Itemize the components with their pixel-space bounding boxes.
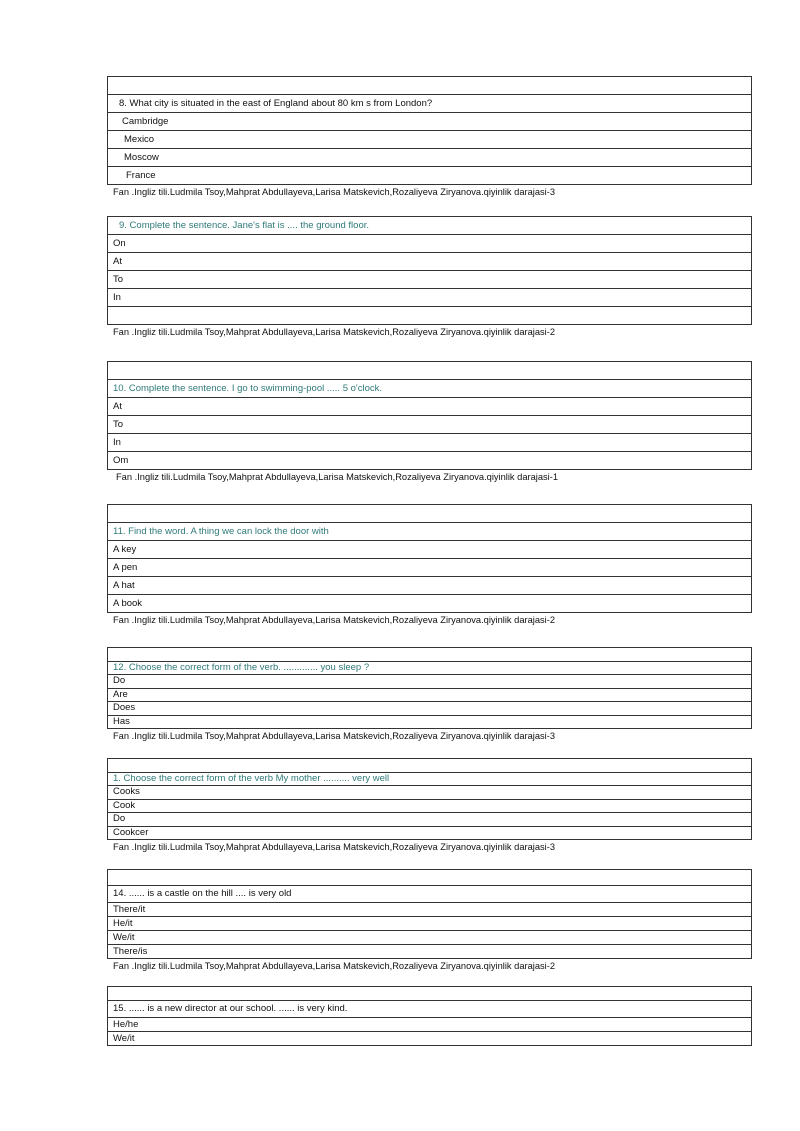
question-footer [107, 730, 752, 742]
answer-option[interactable]: In [108, 434, 752, 452]
difficulty-level: 3 [549, 842, 555, 852]
footer-text: Fan .Ingliz tili.Ludmila Tsoy,Mahprat Abdullayeva,Larisa Matskevich,Rozaliyeva Ziryanova.qiyinlik darajasi- [113, 187, 550, 197]
answer-option[interactable]: Do [108, 813, 752, 827]
question-text: 12. Choose the correct form of the verb. ............. you sleep ? [108, 661, 752, 675]
question-table [107, 76, 752, 185]
answer-option[interactable]: At [108, 253, 752, 271]
question-text: 9. Complete the sentence. Jane's flat is .... the ground floor. [108, 217, 752, 235]
question-block-8 [107, 76, 752, 198]
footer-text: Fan .Ingliz tili.Ludmila Tsoy,Mahprat Abdullayeva,Larisa Matskevich,Rozaliyeva Ziryanova.qiyinlik darajasi- [113, 731, 550, 741]
difficulty-level: 2 [549, 961, 555, 971]
question-text: 14. ...... is a castle on the hill .... is very old [108, 886, 752, 903]
answer-option[interactable]: On [108, 235, 752, 253]
answer-option[interactable]: We/it [108, 931, 752, 945]
question-footer [107, 960, 752, 972]
footer-text: Fan .Ingliz tili.Ludmila Tsoy,Mahprat Abdullayeva,Larisa Matskevich,Rozaliyeva Ziryanova.qiyinlik darajasi- [113, 615, 550, 625]
question-table [107, 869, 752, 959]
answer-option[interactable]: Do [108, 675, 752, 689]
answer-option[interactable]: Cooks [108, 786, 752, 800]
answer-option[interactable]: Moscow [108, 149, 752, 167]
question-text: 8. What city is situated in the east of England about 80 km s from London? [108, 95, 752, 113]
empty-header-cell [108, 759, 752, 773]
question-footer [107, 186, 752, 198]
answer-option[interactable]: At [108, 398, 752, 416]
answer-option[interactable]: He/it [108, 917, 752, 931]
answer-option[interactable]: Mexico [108, 131, 752, 149]
question-block-13 [107, 758, 752, 853]
question-block-9 [107, 216, 752, 338]
empty-header-cell [108, 987, 752, 1001]
question-footer [107, 326, 752, 338]
answer-option[interactable]: In [108, 289, 752, 307]
question-table [107, 504, 752, 613]
answer-option[interactable]: He/he [108, 1018, 752, 1032]
question-block-14 [107, 869, 752, 972]
question-table [107, 361, 752, 470]
question-footer [107, 614, 752, 626]
answer-option[interactable]: There/it [108, 903, 752, 917]
difficulty-level: 3 [549, 731, 555, 741]
question-table [107, 647, 752, 729]
question-text: 11. Find the word. A thing we can lock the door with [108, 523, 752, 541]
footer-text: Fan .Ingliz tili.Ludmila Tsoy,Mahprat Abdullayeva,Larisa Matskevich,Rozaliyeva Ziryanova.qiyinlik darajasi- [116, 472, 553, 482]
question-text: 15. ...... is a new director at our school. ...... is very kind. [108, 1001, 752, 1018]
question-table [107, 758, 752, 840]
question-block-11 [107, 504, 752, 626]
empty-header-cell [108, 648, 752, 662]
answer-option[interactable]: We/it [108, 1032, 752, 1046]
empty-header-cell [108, 362, 752, 380]
empty-header-cell [108, 870, 752, 886]
answer-option[interactable]: A hat [108, 577, 752, 595]
answer-option[interactable]: There/is [108, 945, 752, 959]
answer-option[interactable]: Cook [108, 799, 752, 813]
answer-option[interactable]: Cambridge [108, 113, 752, 131]
question-text: 1. Choose the correct form of the verb My mother .......... very well [108, 772, 752, 786]
footer-text: Fan .Ingliz tili.Ludmila Tsoy,Mahprat Abdullayeva,Larisa Matskevich,Rozaliyeva Ziryanova.qiyinlik darajasi- [113, 842, 550, 852]
question-block-12 [107, 647, 752, 742]
answer-option[interactable]: A book [108, 595, 752, 613]
difficulty-level: 2 [549, 327, 555, 337]
empty-header-cell [108, 77, 752, 95]
difficulty-level: 3 [549, 187, 555, 197]
footer-text: Fan .Ingliz tili.Ludmila Tsoy,Mahprat Abdullayeva,Larisa Matskevich,Rozaliyeva Ziryanova.qiyinlik darajasi- [113, 327, 550, 337]
empty-header-cell [108, 505, 752, 523]
answer-option[interactable]: France [108, 167, 752, 185]
difficulty-level: 1 [552, 472, 558, 482]
answer-option[interactable]: To [108, 416, 752, 434]
question-block-15 [107, 986, 752, 1046]
footer-text: Fan .Ingliz tili.Ludmila Tsoy,Mahprat Abdullayeva,Larisa Matskevich,Rozaliyeva Ziryanova.qiyinlik darajasi- [113, 961, 550, 971]
question-block-10 [107, 361, 752, 483]
answer-option[interactable]: A key [108, 541, 752, 559]
empty-cell [108, 307, 752, 325]
answer-option[interactable]: Om [108, 452, 752, 470]
answer-option[interactable]: To [108, 271, 752, 289]
question-footer [107, 471, 752, 483]
answer-option[interactable]: Cookcer [108, 826, 752, 840]
difficulty-level: 2 [549, 615, 555, 625]
question-table [107, 216, 752, 325]
answer-option[interactable]: Has [108, 715, 752, 729]
answer-option[interactable]: Does [108, 702, 752, 716]
answer-option[interactable]: A pen [108, 559, 752, 577]
question-table [107, 986, 752, 1046]
question-footer [107, 841, 752, 853]
answer-option[interactable]: Are [108, 688, 752, 702]
question-text: 10. Complete the sentence. I go to swimming-pool ..... 5 o'clock. [108, 380, 752, 398]
